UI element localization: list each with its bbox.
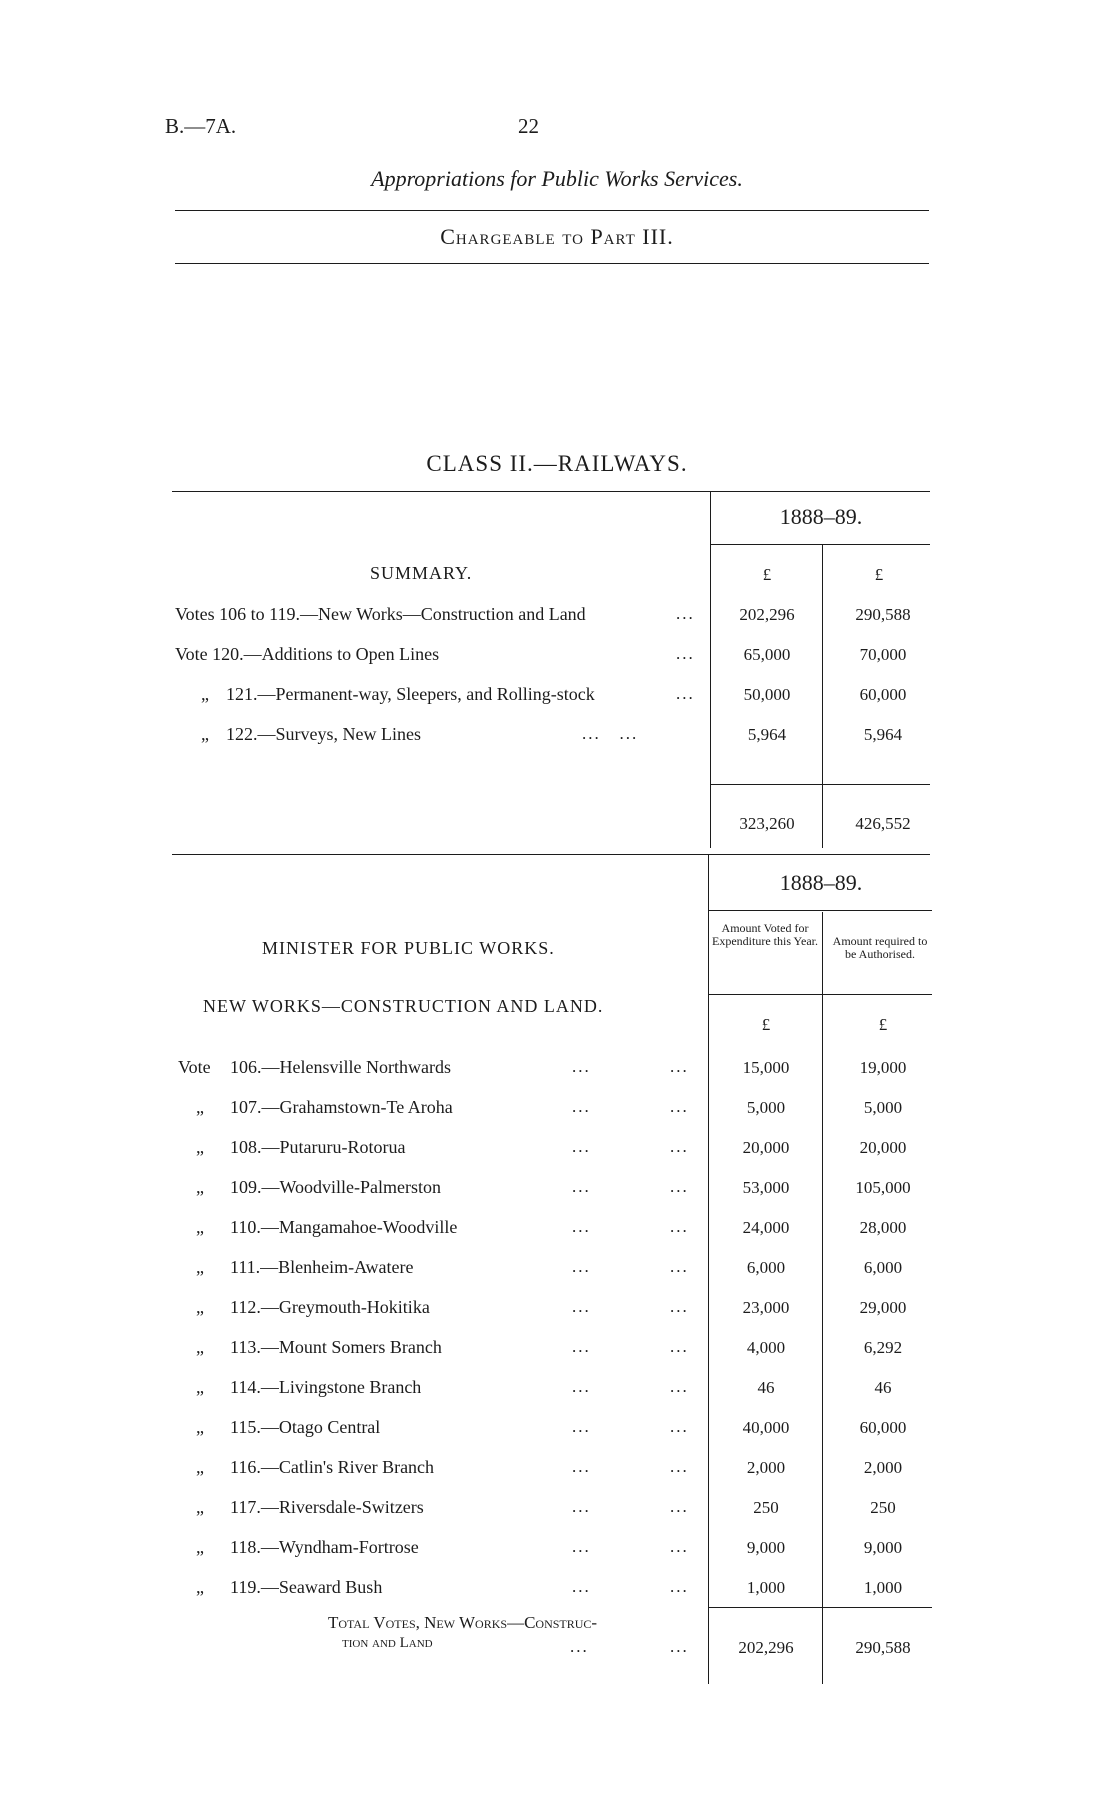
summary-total-rule [710, 784, 930, 785]
summary-year-rule [710, 544, 930, 545]
summary-row-label: Vote 120.—Additions to Open Lines [175, 644, 440, 664]
vote-row-label: 110.—Mangamahoe-Woodville [230, 1217, 458, 1237]
column-header-amount-voted: Amount Voted for Expenditure this Year. [712, 921, 818, 948]
vote-row-dots: ... [670, 1057, 689, 1076]
vote-row-dots: ... [670, 1577, 689, 1596]
summary-row-label: Votes 106 to 119.—New Works—Construction and Land [175, 604, 586, 624]
vote-row-voted: 20,000 [742, 1138, 790, 1157]
summary-currency-voted: £ [762, 565, 772, 584]
vote-row-label: 116.—Catlin's River Branch [230, 1457, 435, 1477]
vote-row-authorised: 6,292 [863, 1338, 903, 1357]
vote-row-dots: ... [670, 1137, 689, 1156]
vote-row-label: 114.—Livingstone Branch [230, 1377, 422, 1397]
vote-row-dots: ... [572, 1057, 591, 1076]
vote-row-prefix: „ [196, 1577, 204, 1597]
vote-row-label: 115.—Otago Central [230, 1417, 381, 1437]
minister-heading: MINISTER FOR PUBLIC WORKS. [262, 938, 555, 958]
vote-row-dots: ... [670, 1377, 689, 1396]
vote-row-dots: ... [572, 1097, 591, 1116]
vote-row-authorised: 250 [870, 1498, 896, 1517]
total-label-line-2: tion and Land [342, 1635, 433, 1651]
vote-row-dots: ... [670, 1217, 689, 1236]
vote-row-dots: ... [670, 1537, 689, 1556]
vote-row-voted: 24,000 [742, 1218, 790, 1237]
vote-row-label: 117.—Riversdale-Switzers [230, 1497, 424, 1517]
detail-total-authorised: 290,588 [855, 1638, 911, 1657]
detail-currency-authorised: £ [878, 1015, 888, 1034]
summary-row-authorised: 60,000 [859, 685, 907, 704]
vote-row-label: 119.—Seaward Bush [230, 1577, 383, 1597]
vote-row-prefix: „ [196, 1257, 204, 1277]
vote-row-dots: ... [572, 1377, 591, 1396]
vote-row-authorised: 5,000 [863, 1098, 903, 1117]
vote-row-voted: 23,000 [742, 1298, 790, 1317]
vote-row-prefix: „ [196, 1377, 204, 1397]
class-title: CLASS II.—RAILWAYS. [426, 451, 688, 476]
vote-row-dots: ... [670, 1297, 689, 1316]
page-subheading: Chargeable to Part III. [440, 224, 674, 249]
vote-row-prefix: „ [196, 1537, 204, 1557]
summary-row-prefix: „ [201, 724, 209, 744]
summary-row-authorised: 70,000 [859, 645, 907, 664]
vote-row-voted: 4,000 [746, 1338, 786, 1357]
summary-row-voted: 5,964 [747, 725, 787, 744]
detail-year-header: 1888–89. [779, 870, 863, 895]
detail-total-rule [708, 1607, 932, 1608]
vote-row-dots: ... [670, 1177, 689, 1196]
vote-row-authorised: 105,000 [855, 1178, 911, 1197]
vote-row-dots: ... [670, 1497, 689, 1516]
vote-row-label: 113.—Mount Somers Branch [230, 1337, 442, 1357]
page-number: 22 [518, 114, 539, 138]
vote-row-prefix: „ [196, 1417, 204, 1437]
section-heading: NEW WORKS—CONSTRUCTION AND LAND. [203, 996, 604, 1016]
vote-row-dots: ... [572, 1297, 591, 1316]
summary-row-voted: 50,000 [743, 685, 791, 704]
summary-row-voted: 65,000 [743, 645, 791, 664]
vote-row-dots: ... [670, 1337, 689, 1356]
total-row-dots: ... [570, 1637, 589, 1656]
detail-column-divider-left [708, 854, 709, 1684]
vote-row-prefix: „ [196, 1097, 204, 1117]
summary-title: SUMMARY. [370, 563, 473, 583]
summary-row-dots: ... ... [582, 724, 639, 743]
vote-row-label: 111.—Blenheim-Awatere [230, 1257, 414, 1277]
vote-row-dots: ... [572, 1337, 591, 1356]
vote-row-dots: ... [670, 1257, 689, 1276]
vote-row-authorised: 9,000 [863, 1538, 903, 1557]
vote-row-voted: 15,000 [742, 1058, 790, 1077]
vote-row-voted: 9,000 [746, 1538, 786, 1557]
page-heading: Appropriations for Public Works Services. [371, 166, 743, 191]
vote-row-prefix: „ [196, 1497, 204, 1517]
vote-row-voted: 6,000 [746, 1258, 786, 1277]
vote-row-dots: ... [670, 1457, 689, 1476]
vote-row-voted: 5,000 [746, 1098, 786, 1117]
summary-row-authorised: 290,588 [855, 605, 911, 624]
total-label-line-1: Total Votes, New Works—Construc- [328, 1613, 598, 1632]
vote-row-authorised: 29,000 [859, 1298, 907, 1317]
vote-row-authorised: 60,000 [859, 1418, 907, 1437]
detail-total-voted: 202,296 [738, 1638, 794, 1657]
detail-year-rule [708, 910, 932, 911]
summary-top-rule [172, 491, 930, 492]
vote-row-prefix: „ [196, 1337, 204, 1357]
total-row-dots: ... [670, 1637, 689, 1656]
vote-row-dots: ... [670, 1097, 689, 1116]
vote-row-voted: 2,000 [746, 1458, 786, 1477]
summary-bottom-rule [172, 854, 930, 855]
summary-row-authorised: 5,964 [863, 725, 903, 744]
vote-row-label: 107.—Grahamstown-Te Aroha [230, 1097, 453, 1117]
vote-row-dots: ... [572, 1457, 591, 1476]
header-rule-bottom [175, 263, 929, 264]
vote-row-dots: ... [572, 1497, 591, 1516]
summary-row-dots: ... [676, 684, 695, 703]
summary-total-authorised: 426,552 [855, 814, 911, 833]
vote-row-voted: 1,000 [746, 1578, 786, 1597]
vote-row-prefix: „ [196, 1217, 204, 1237]
summary-currency-authorised: £ [874, 565, 884, 584]
vote-row-dots: ... [572, 1217, 591, 1236]
vote-row-dots: ... [572, 1537, 591, 1556]
vote-row-authorised: 19,000 [859, 1058, 907, 1077]
page-reference: B.—7A. [165, 114, 237, 138]
vote-row-label: 108.—Putaruru-Rotorua [230, 1137, 406, 1157]
vote-row-voted: 250 [753, 1498, 779, 1517]
summary-row-dots: ... [676, 604, 695, 623]
summary-row-dots: ... [676, 644, 695, 663]
vote-row-authorised: 6,000 [863, 1258, 903, 1277]
vote-row-prefix: „ [196, 1297, 204, 1317]
vote-row-prefix: „ [196, 1137, 204, 1157]
vote-row-prefix: Vote [178, 1057, 211, 1077]
vote-row-prefix: „ [196, 1457, 204, 1477]
vote-row-voted: 40,000 [742, 1418, 790, 1437]
header-rule-top [175, 210, 929, 211]
summary-total-voted: 323,260 [739, 814, 795, 833]
vote-row-authorised: 20,000 [859, 1138, 907, 1157]
vote-row-dots: ... [670, 1417, 689, 1436]
vote-row-voted: 53,000 [742, 1178, 790, 1197]
detail-column-divider-middle [822, 912, 823, 1684]
summary-row-label: 122.—Surveys, New Lines [226, 724, 421, 744]
vote-row-label: 112.—Greymouth-Hokitika [230, 1297, 430, 1317]
vote-row-dots: ... [572, 1177, 591, 1196]
vote-row-label: 118.—Wyndham-Fortrose [230, 1537, 419, 1557]
detail-header-rule [708, 994, 932, 995]
summary-year-header: 1888–89. [779, 504, 863, 529]
vote-row-authorised: 2,000 [863, 1458, 903, 1477]
detail-currency-voted: £ [761, 1015, 771, 1034]
vote-row-prefix: „ [196, 1177, 204, 1197]
vote-row-label: 109.—Woodville-Palmerston [230, 1177, 442, 1197]
vote-row-voted: 46 [757, 1378, 775, 1397]
vote-row-label: 106.—Helensville Northwards [230, 1057, 451, 1077]
summary-row-label: 121.—Permanent-way, Sleepers, and Rolling-stock [226, 684, 595, 704]
vote-row-dots: ... [572, 1137, 591, 1156]
vote-row-dots: ... [572, 1257, 591, 1276]
vote-row-authorised: 46 [874, 1378, 892, 1397]
summary-row-voted: 202,296 [739, 605, 795, 624]
summary-column-divider-middle [822, 545, 823, 848]
vote-row-dots: ... [572, 1417, 591, 1436]
vote-row-authorised: 1,000 [863, 1578, 903, 1597]
summary-row-prefix: „ [201, 684, 209, 704]
vote-row-authorised: 28,000 [859, 1218, 907, 1237]
vote-row-dots: ... [572, 1577, 591, 1596]
column-header-amount-authorised: Amount required to be Authorised. [832, 934, 928, 961]
